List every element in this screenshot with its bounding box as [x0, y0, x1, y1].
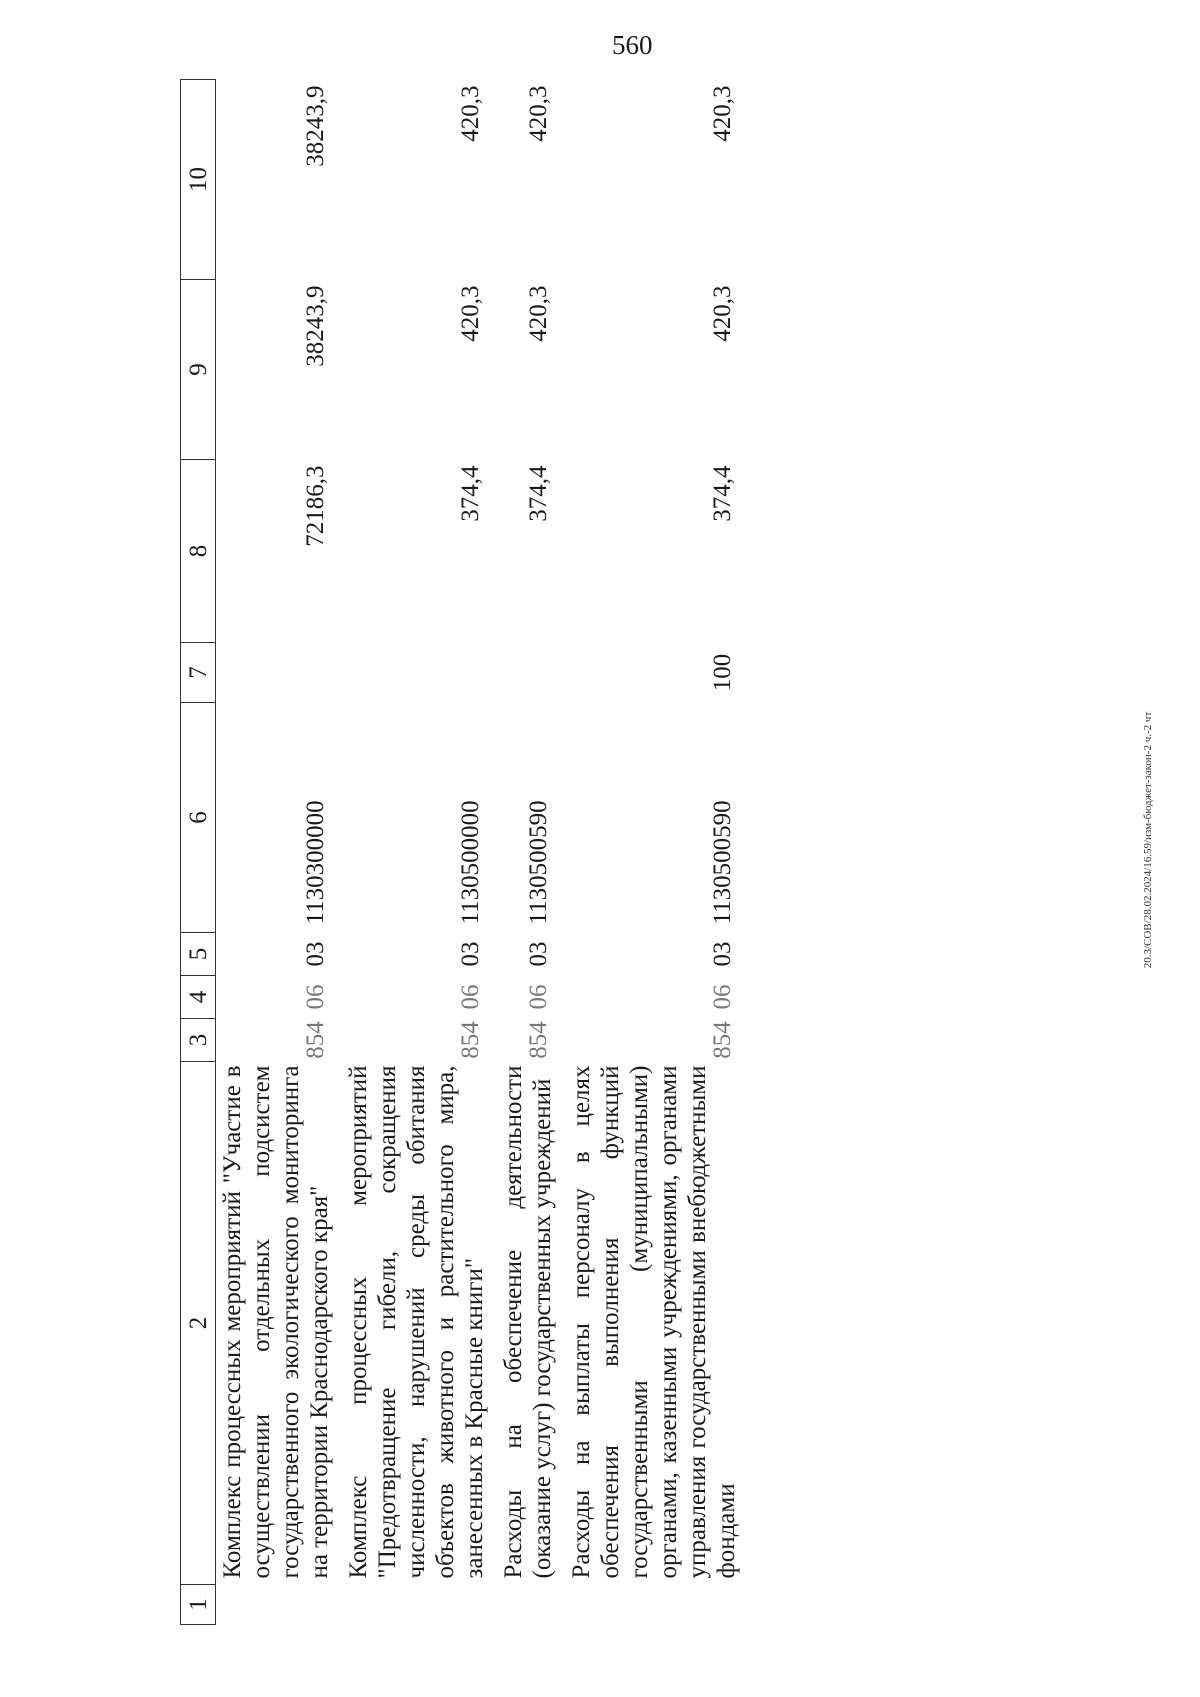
cell-col10: 420,3 — [525, 85, 552, 142]
cell-expense-type: 100 — [709, 653, 736, 692]
table-row — [342, 80, 497, 1625]
cell-description: Комплекс процессных мероприятий "Участие в осуществлении отдельных подсистем государственного экологического мониторинга на территории Краснодарского края" — [219, 1065, 333, 1579]
column-header-4: 4 — [181, 976, 216, 1019]
column-header-8: 8 — [181, 460, 216, 643]
column-header-5: 5 — [181, 933, 216, 976]
cell-col4: 06 — [525, 984, 552, 1010]
cell-col1 — [565, 1585, 749, 1625]
cell-expense-type — [497, 643, 565, 703]
cell-col4: 06 — [302, 984, 329, 1010]
column-header-9: 9 — [181, 280, 216, 460]
cell-target-code: 1130500000 — [457, 800, 484, 925]
cell-col3: 854 — [457, 1021, 484, 1059]
table-header-row — [181, 80, 216, 1625]
cell-col10: 38243,9 — [302, 85, 329, 167]
column-header-2: 2 — [181, 1062, 216, 1585]
cell-col1 — [216, 1585, 343, 1625]
cell-col1 — [342, 1585, 497, 1625]
cell-col4: 06 — [457, 984, 484, 1010]
cell-col3: 854 — [302, 1021, 329, 1059]
cell-col8: 374,4 — [457, 465, 484, 522]
cell-col10: 420,3 — [457, 85, 484, 142]
cell-expense-type — [216, 643, 343, 703]
column-header-7: 7 — [181, 643, 216, 703]
cell-col5: 03 — [302, 941, 329, 967]
column-header-3: 3 — [181, 1019, 216, 1062]
cell-col3: 854 — [525, 1021, 552, 1059]
cell-description: Комплекс процессных мероприятий "Предотвращение гибели, сокращения численности, нарушений среды обитания объектов животного и растительного мира, занесенных в Красные книги" — [345, 1065, 488, 1579]
cell-col1 — [497, 1585, 565, 1625]
document-footer-code: 20.3/СОВ/28.02.2024/16.59/изм-бюджет-закон-2 ч.-2 чт — [1142, 711, 1154, 969]
cell-col5: 03 — [525, 941, 552, 967]
cell-col4: 06 — [709, 984, 736, 1010]
cell-target-code: 1130300000 — [302, 800, 329, 925]
cell-col9: 38243,9 — [302, 285, 329, 367]
budget-table — [180, 79, 749, 1625]
cell-description: Расходы на выплаты персоналу в целях обеспечения выполнения функций государственными (муниципальными) органами, казенными учреждениями, органами управления государственными внебюджетными фондами — [568, 1065, 740, 1579]
table-row — [497, 80, 565, 1625]
cell-col10: 420,3 — [709, 85, 736, 142]
cell-col8: 72186,3 — [302, 465, 329, 547]
table-row — [565, 80, 749, 1625]
rotated-table-container — [180, 80, 1085, 1625]
cell-col9: 420,3 — [525, 285, 552, 342]
cell-col5: 03 — [457, 941, 484, 967]
cell-col3: 854 — [709, 1021, 736, 1059]
cell-expense-type — [342, 643, 497, 703]
table-row — [216, 80, 343, 1625]
column-header-10: 10 — [181, 80, 216, 280]
cell-description: Расходы на обеспечение деятельности (оказание услуг) государственных учреждений — [500, 1065, 556, 1579]
cell-target-code: 1130500590 — [525, 800, 552, 925]
column-header-6: 6 — [181, 703, 216, 933]
cell-col5: 03 — [709, 941, 736, 967]
cell-col8: 374,4 — [709, 465, 736, 522]
cell-col9: 420,3 — [709, 285, 736, 342]
cell-col9: 420,3 — [457, 285, 484, 342]
page-number: 560 — [612, 30, 653, 60]
column-header-1: 1 — [181, 1585, 216, 1625]
cell-target-code: 1130500590 — [709, 800, 736, 925]
cell-col8: 374,4 — [525, 465, 552, 522]
